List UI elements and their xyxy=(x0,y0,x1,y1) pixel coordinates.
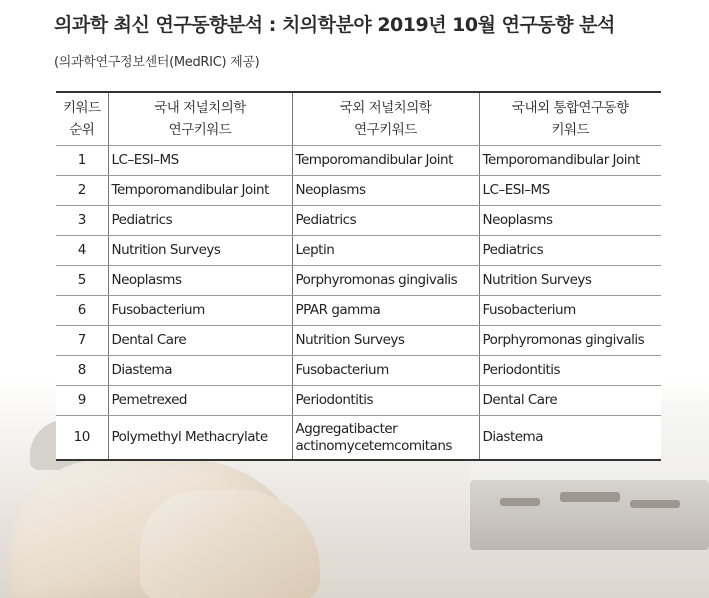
instrument-tray xyxy=(470,480,709,550)
header-combined-keywords: 국내외 통합연구동향 키워드 xyxy=(479,92,661,146)
domestic-keyword-cell: Pediatrics xyxy=(108,206,292,236)
dental-tool xyxy=(560,492,620,502)
domestic-keyword-cell: Neoplasms xyxy=(108,266,292,296)
table-row xyxy=(56,296,661,326)
domestic-keyword-cell: Dental Care xyxy=(108,326,292,356)
rank-cell: 4 xyxy=(56,236,108,266)
domestic-keyword-cell: LC–ESI–MS xyxy=(108,146,292,176)
domestic-keyword-cell: Polymethyl Methacrylate xyxy=(108,416,292,461)
header-domestic-keywords: 국내 저널치의학 연구키워드 xyxy=(108,92,292,146)
combined-keyword-cell: Pediatrics xyxy=(479,236,661,266)
combined-keyword-cell: Fusobacterium xyxy=(479,296,661,326)
international-keyword-cell: Periodontitis xyxy=(292,386,479,416)
international-keyword-cell: Temporomandibular Joint xyxy=(292,146,479,176)
source-credit: (의과학연구정보센터(MedRIC) 제공) xyxy=(54,55,260,70)
rank-cell: 10 xyxy=(56,416,108,461)
rank-cell: 9 xyxy=(56,386,108,416)
combined-keyword-cell: Neoplasms xyxy=(479,206,661,236)
dental-tool xyxy=(630,500,680,508)
rank-cell: 5 xyxy=(56,266,108,296)
combined-keyword-cell: Porphyromonas gingivalis xyxy=(479,326,661,356)
table-header-row xyxy=(56,92,661,146)
international-keyword-cell: Leptin xyxy=(292,236,479,266)
table-row xyxy=(56,146,661,176)
domestic-keyword-cell: Diastema xyxy=(108,356,292,386)
rank-cell: 3 xyxy=(56,206,108,236)
keyword-ranking-table xyxy=(56,91,661,461)
table-row xyxy=(56,266,661,296)
international-keyword-cell: PPAR gamma xyxy=(292,296,479,326)
rank-cell: 7 xyxy=(56,326,108,356)
rank-cell: 8 xyxy=(56,356,108,386)
page-title: 의과학 최신 연구동향분석 : 치의학분야 2019년 10월 연구동향 분석 xyxy=(54,14,615,36)
international-keyword-cell: Neoplasms xyxy=(292,176,479,206)
table-row xyxy=(56,176,661,206)
table-row xyxy=(56,416,661,461)
domestic-keyword-cell: Fusobacterium xyxy=(108,296,292,326)
domestic-keyword-cell: Temporomandibular Joint xyxy=(108,176,292,206)
table-row xyxy=(56,326,661,356)
rank-cell: 2 xyxy=(56,176,108,206)
table-row xyxy=(56,386,661,416)
header-rank: 키워드 순위 xyxy=(56,92,108,146)
combined-keyword-cell: Periodontitis xyxy=(479,356,661,386)
combined-keyword-cell: Temporomandibular Joint xyxy=(479,146,661,176)
combined-keyword-cell: Dental Care xyxy=(479,386,661,416)
international-keyword-cell: Fusobacterium xyxy=(292,356,479,386)
international-keyword-cell: Pediatrics xyxy=(292,206,479,236)
combined-keyword-cell: Nutrition Surveys xyxy=(479,266,661,296)
dental-chair-seat xyxy=(140,490,320,598)
rank-cell: 1 xyxy=(56,146,108,176)
header-international-keywords: 국외 저널치의학 연구키워드 xyxy=(292,92,479,146)
rank-cell: 6 xyxy=(56,296,108,326)
international-keyword-cell: Porphyromonas gingivalis xyxy=(292,266,479,296)
table-row xyxy=(56,206,661,236)
domestic-keyword-cell: Nutrition Surveys xyxy=(108,236,292,266)
table-row xyxy=(56,356,661,386)
international-keyword-cell: Nutrition Surveys xyxy=(292,326,479,356)
dental-tool xyxy=(500,498,540,506)
international-keyword-cell: Aggregatibacter actinomycetemcomitans xyxy=(292,416,479,461)
combined-keyword-cell: LC–ESI–MS xyxy=(479,176,661,206)
domestic-keyword-cell: Pemetrexed xyxy=(108,386,292,416)
combined-keyword-cell: Diastema xyxy=(479,416,661,461)
table-row xyxy=(56,236,661,266)
